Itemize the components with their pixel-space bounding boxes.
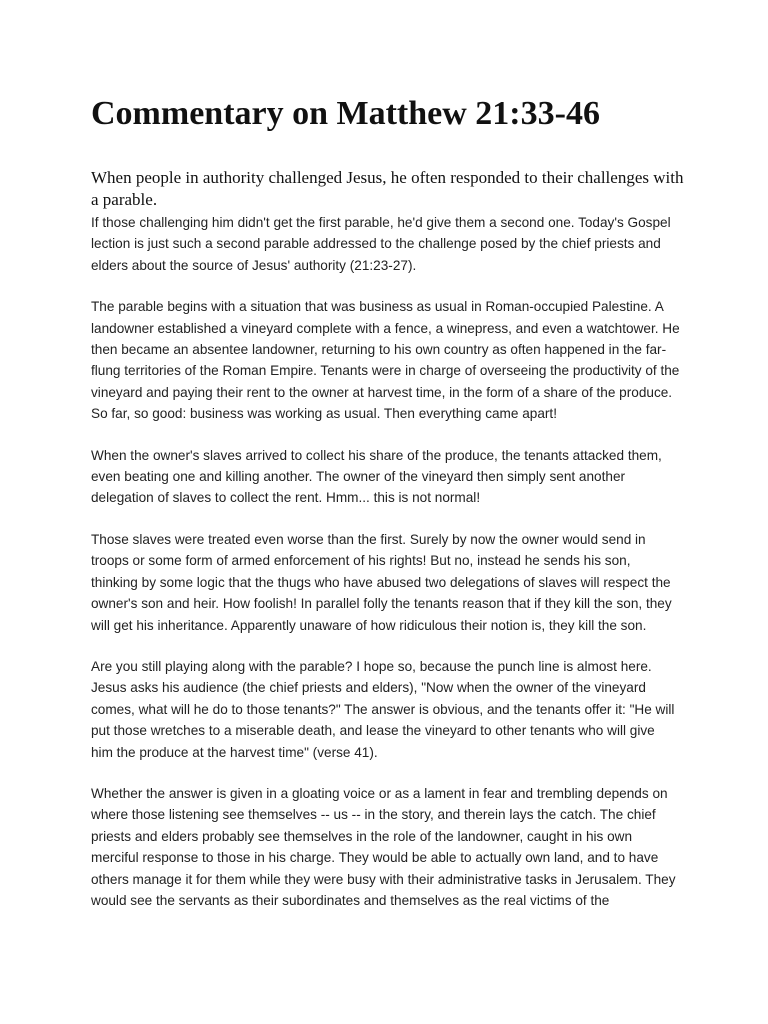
lead-sentence: When people in authority challenged Jesus, he often responded to their challenges with a parable. <box>91 168 684 209</box>
paragraph: Are you still playing along with the parable? I hope so, because the punch line is almost here. Jesus asks his audience (the chief priests and elders), "Now when the owner of the vineyard comes, what will he do to those tenants?" The answer is obvious, and the tenants offer it: "He will put those wretches to a miserable death, and lease the vineyard to other tenants who will give him the produce at the harvest time" (verse 41). <box>91 658 675 760</box>
paragraph: Those slaves were treated even worse than the first. Surely by now the owner would send in troops or some form of armed enforcement of his rights! But no, instead he sends his son, thinking by some logic that the thugs who have abused two delegations of slaves will respect the owner's son and heir. How foolish! In parallel folly the tenants reason that if they kill the son, they will get his inheritance. Apparently unaware of how ridiculous their notion is, they kill the son. <box>91 531 672 633</box>
document-title: Commentary on Matthew 21:33-46 <box>91 95 600 132</box>
paragraph: The parable begins with a situation that was business as usual in Roman-occupied Palestine. A landowner established a vineyard complete with a fence, a winepress, and even a watchtower. He then became an absentee landowner, returning to his own country as often happened in the far-flung territories of the Roman Empire. Tenants were in charge of overseeing the productivity of the vineyard and paying their rent to the owner at harvest time, in the form of a share of the produce. So far, so good: business was working as usual. Then everything came apart! <box>91 299 680 422</box>
paragraph: When the owner's slaves arrived to collect his share of the produce, the tenants attacked them, even beating one and killing another. The owner of the vineyard then simply sent another delegation of slaves to collect the rent. Hmm... this is not normal! <box>91 447 662 506</box>
paragraph: Whether the answer is given in a gloating voice or as a lament in fear and trembling depends on where those listening see themselves -- us -- in the story, and therein lays the catch. The chief priests and elders probably see themselves in the role of the landowner, caught in his own merciful response to those in his charge. They would be able to actually own land, and to have others manage it for them while they were busy with their administrative tasks in Jerusalem. They would see the servants as their subordinates and themselves as the real victims of the <box>91 785 676 908</box>
document-body <box>91 212 680 931</box>
paragraph: If those challenging him didn't get the first parable, he'd give them a second one. Today's Gospel lection is just such a second parable addressed to the challenge posed by the chief priests and elders about the source of Jesus' authority (21:23-27). <box>91 215 671 273</box>
